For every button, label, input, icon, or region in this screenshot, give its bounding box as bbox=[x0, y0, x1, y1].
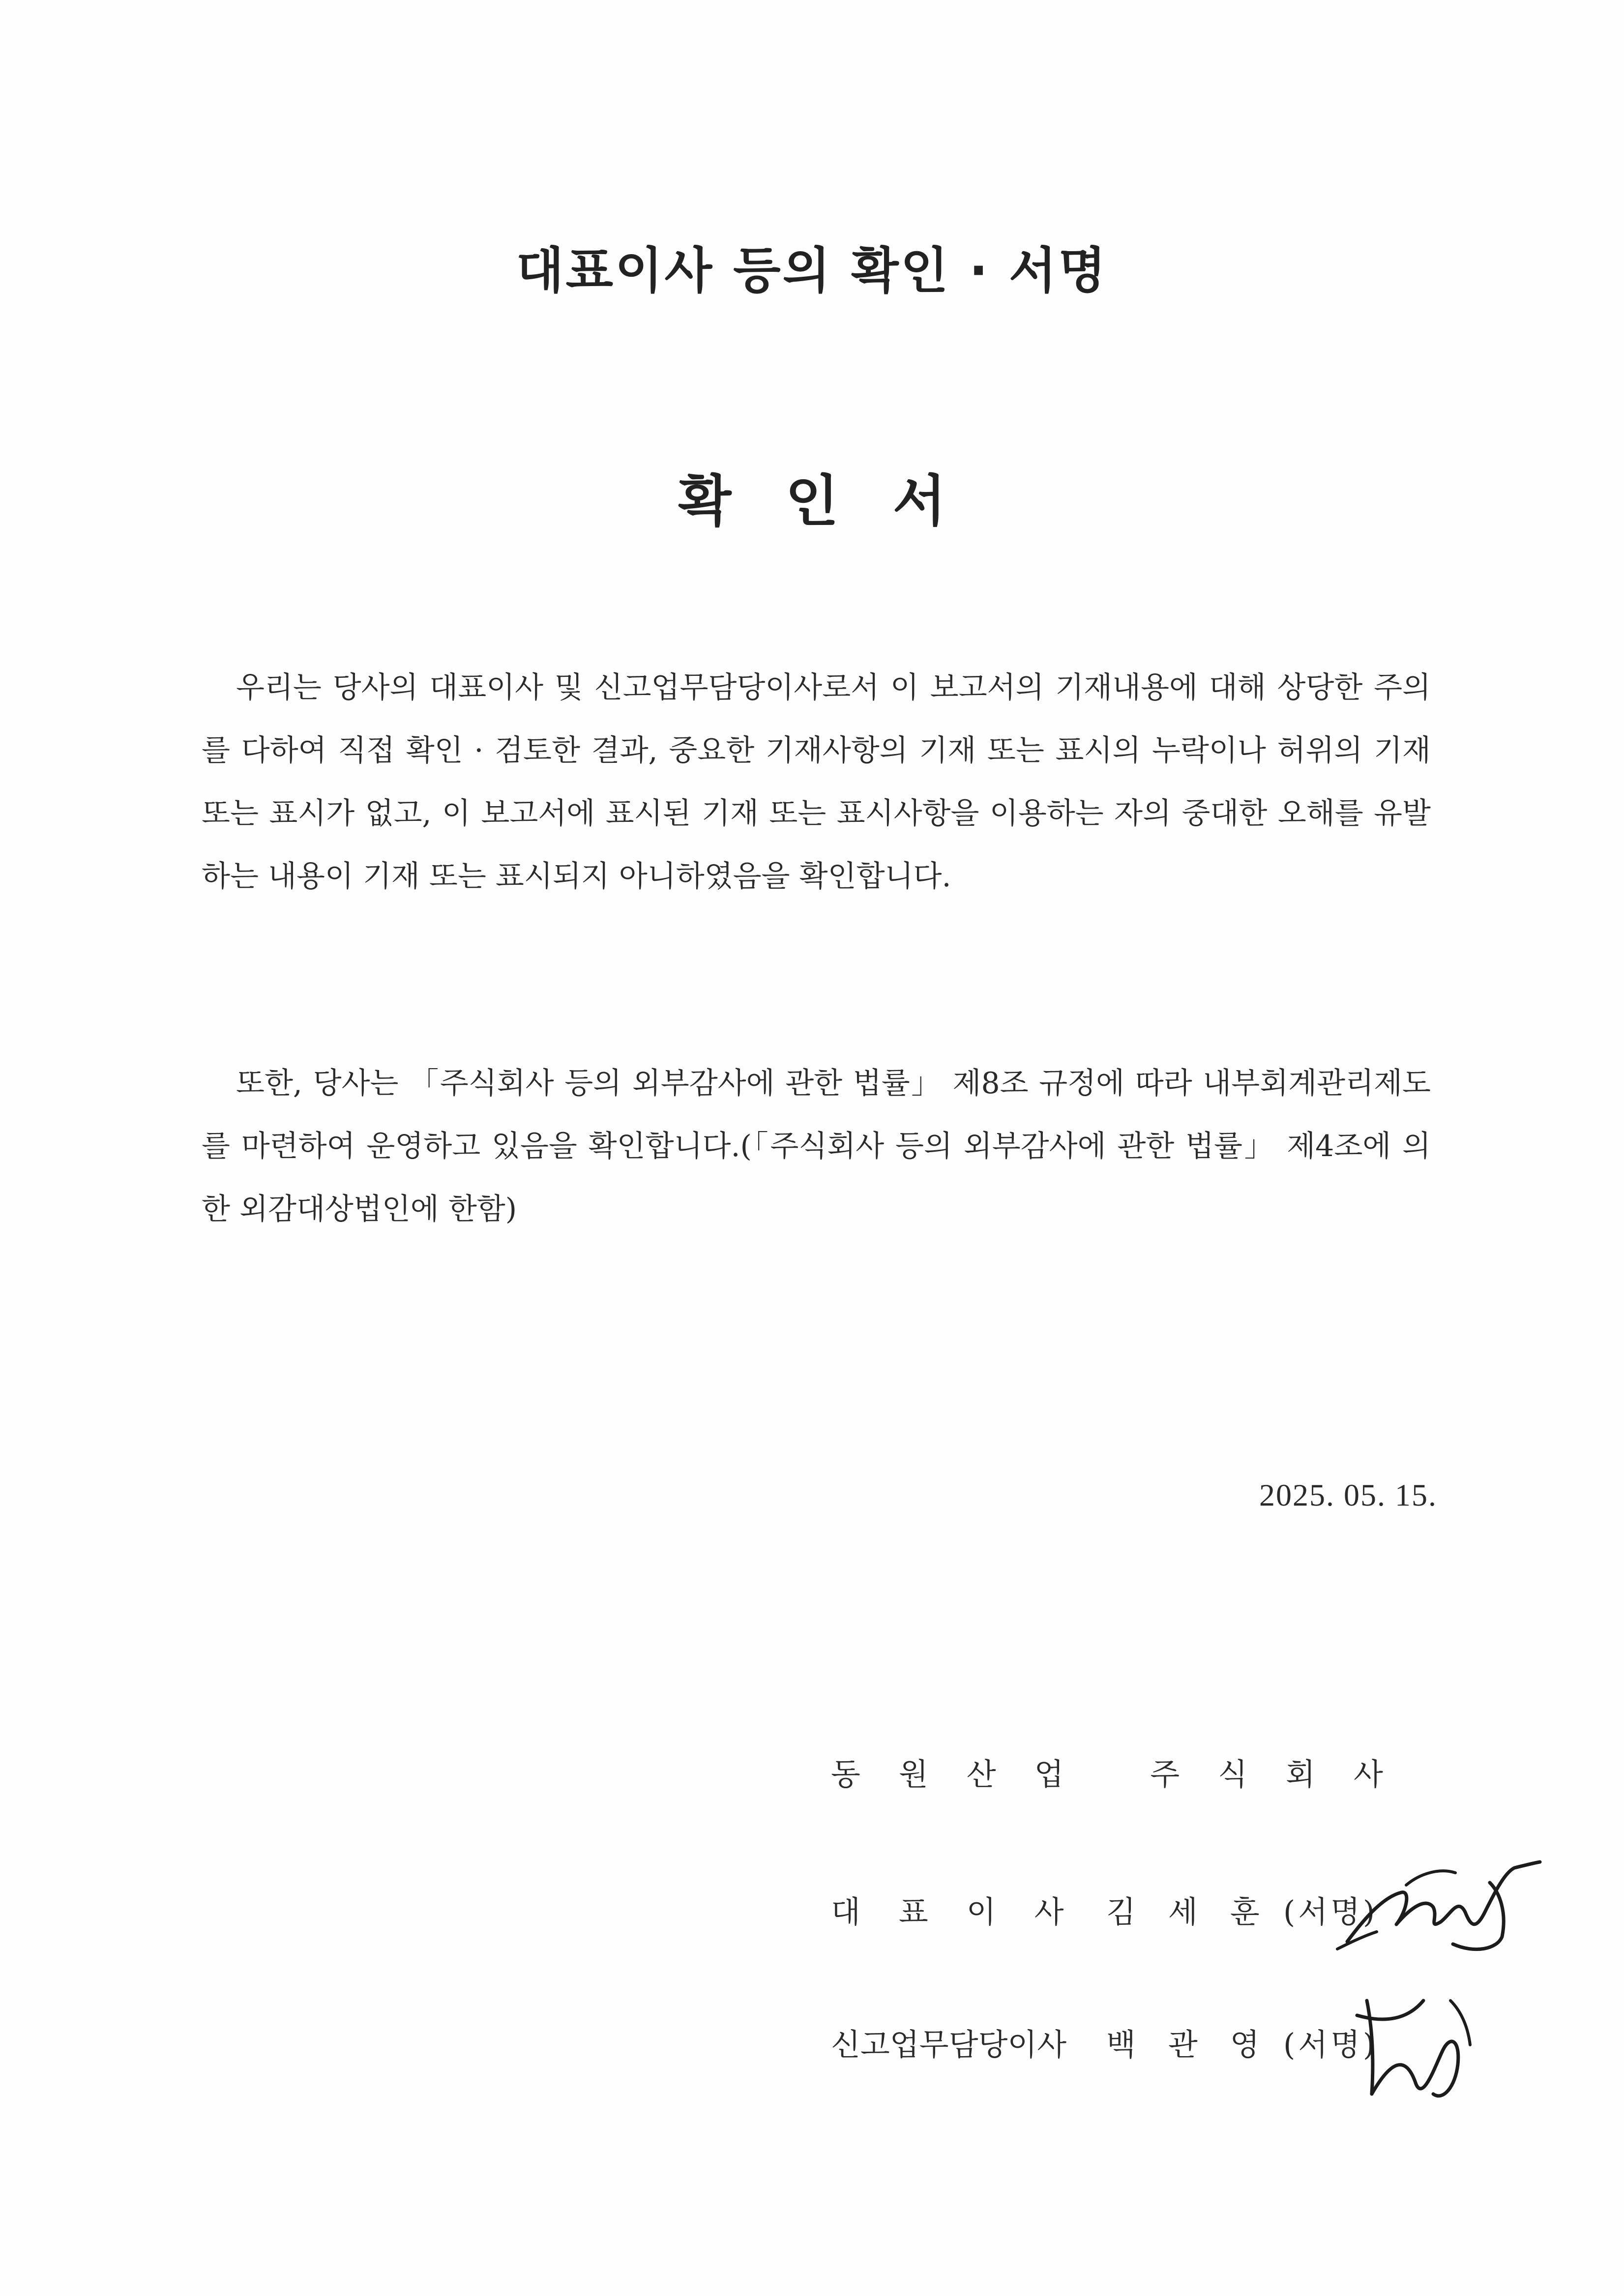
reporting-director-name: 백관영 bbox=[1106, 2027, 1292, 2063]
company-name: 동원산업 주식회사 bbox=[831, 1756, 1421, 1792]
company-row bbox=[831, 1750, 1441, 1794]
internal-control-paragraph: 또한, 당사는 「주식회사 등의 외부감사에 관한 법률」 제8조 규정에 따라 내부회계관리제도를 마련하여 운영하고 있음을 확인합니다.(「주식회사 등의 외부감사에 관한 법률」 제4조에 의한 외감대상법인에 한함) bbox=[202, 1066, 1431, 1226]
reporting-director-role-label: 신고업무담당이사 bbox=[831, 2027, 1067, 2063]
ceo-role-label: 대표이사 bbox=[831, 1894, 1102, 1930]
reporting-director-signature-mark: (서명) bbox=[1283, 2027, 1378, 2063]
ceo-signature-mark: (서명) bbox=[1283, 1894, 1378, 1930]
ceo-name: 김세훈 bbox=[1106, 1894, 1292, 1930]
document-date: 2025. 05. 15. bbox=[1259, 1478, 1437, 1512]
ceo-signature-row bbox=[831, 1888, 1441, 1931]
reporting-director-signature-row bbox=[831, 2020, 1441, 2064]
document-heading: 대표이사 등의 확인 · 서명 bbox=[516, 242, 1108, 299]
document-title: 확인서 bbox=[678, 469, 1000, 533]
confirmation-paragraph: 우리는 당사의 대표이사 및 신고업무담당이사로서 이 보고서의 기재내용에 대해 상당한 주의를 다하여 직접 확인 · 검토한 결과, 중요한 기재사항의 기재 또는 표시의 누락이나 허위의 기재 또는 표시가 없고, 이 보고서에 표시된 기재 또는 표시사항을 이용하는 자의 중대한 오해를 유발하는 내용이 기재 또는 표시되지 아니하였음을 확인합니다. bbox=[202, 670, 1431, 894]
